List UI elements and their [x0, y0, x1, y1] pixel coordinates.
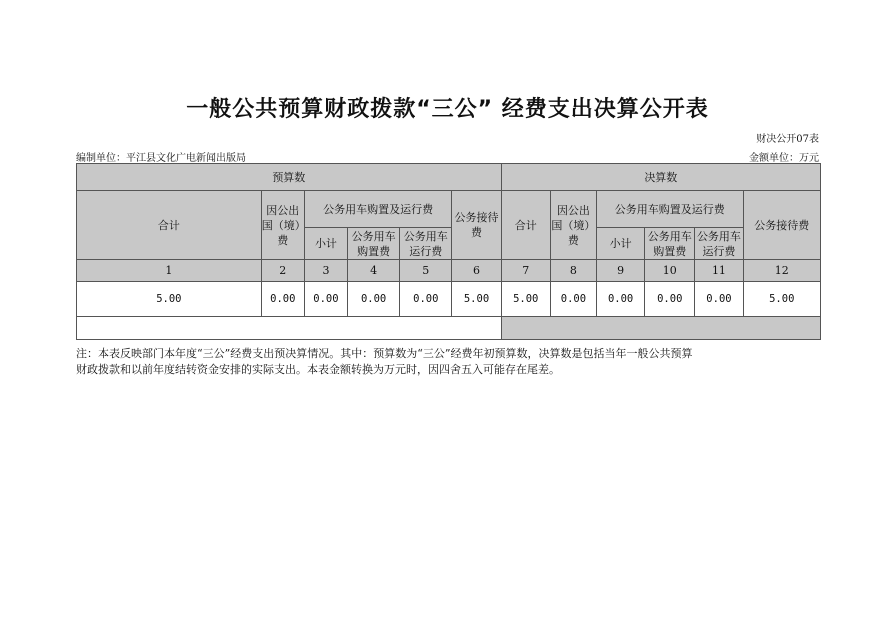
expense-table	[76, 163, 821, 340]
budget-vehicle-group-header: 公务用车购置及运行费	[304, 191, 452, 228]
column-number: 9	[597, 260, 645, 282]
column-number: 8	[550, 260, 596, 282]
column-number: 10	[645, 260, 695, 282]
column-number: 1	[77, 260, 262, 282]
blank-cell	[77, 317, 502, 340]
blank-row	[77, 317, 821, 340]
value-row	[77, 282, 821, 317]
budget-abroad-value: 0.00	[261, 282, 304, 317]
budget-total-value: 5.00	[77, 282, 262, 317]
column-number-row	[77, 260, 821, 282]
budget-total-header: 合计	[77, 191, 262, 260]
table-code: 财决公开07表	[756, 134, 819, 145]
budget-group-header: 预算数	[77, 164, 502, 191]
final-abroad-header: 因公出 国（境） 费	[550, 191, 596, 260]
budget-vehicle-purchase-value: 0.00	[348, 282, 400, 317]
budget-purchase-header: 公务用车 购置费	[348, 228, 400, 260]
final-vehicle-purchase-value: 0.00	[645, 282, 695, 317]
final-subtotal-header: 小计	[597, 228, 645, 260]
final-vehicle-operation-value: 0.00	[695, 282, 743, 317]
budget-reception-value: 5.00	[452, 282, 501, 317]
final-reception-value: 5.00	[743, 282, 820, 317]
footnote-line-2: 财政拨款和以前年度结转资金安排的实际支出。本表金额转换为万元时，因四舍五入可能存在尾差。	[76, 363, 560, 376]
compiling-unit: 编制单位：平江县文化广电新闻出版局	[76, 153, 246, 164]
column-number: 7	[501, 260, 550, 282]
budget-reception-header: 公务接待费	[452, 191, 501, 260]
column-number: 2	[261, 260, 304, 282]
budget-abroad-header: 因公出 国（境） 费	[261, 191, 304, 260]
footnote-line-1: 注：本表反映部门本年度“三公”经费支出预决算情况。其中：预算数为“三公”经费年初预算数，决算数是包括当年一般公共预算	[76, 347, 693, 360]
blank-shaded-cell	[501, 317, 820, 340]
final-abroad-value: 0.00	[550, 282, 596, 317]
amount-unit: 金额单位：万元	[749, 153, 819, 164]
final-total-value: 5.00	[501, 282, 550, 317]
final-purchase-header: 公务用车 购置费	[645, 228, 695, 260]
final-vehicle-subtotal-value: 0.00	[597, 282, 645, 317]
final-vehicle-group-header: 公务用车购置及运行费	[597, 191, 744, 228]
budget-vehicle-operation-value: 0.00	[400, 282, 452, 317]
column-number: 12	[743, 260, 820, 282]
budget-operation-header: 公务用车 运行费	[400, 228, 452, 260]
footnote	[76, 346, 776, 378]
final-group-header: 决算数	[501, 164, 820, 191]
column-number: 11	[695, 260, 743, 282]
page-title: 一般公共预算财政拨款“三公” 经费支出决算公开表	[186, 97, 709, 122]
column-number: 3	[304, 260, 347, 282]
final-total-header: 合计	[501, 191, 550, 260]
budget-subtotal-header: 小计	[304, 228, 347, 260]
column-number: 6	[452, 260, 501, 282]
final-operation-header: 公务用车 运行费	[695, 228, 743, 260]
column-number: 5	[400, 260, 452, 282]
budget-vehicle-subtotal-value: 0.00	[304, 282, 347, 317]
column-number: 4	[348, 260, 400, 282]
final-reception-header: 公务接待费	[743, 191, 820, 260]
